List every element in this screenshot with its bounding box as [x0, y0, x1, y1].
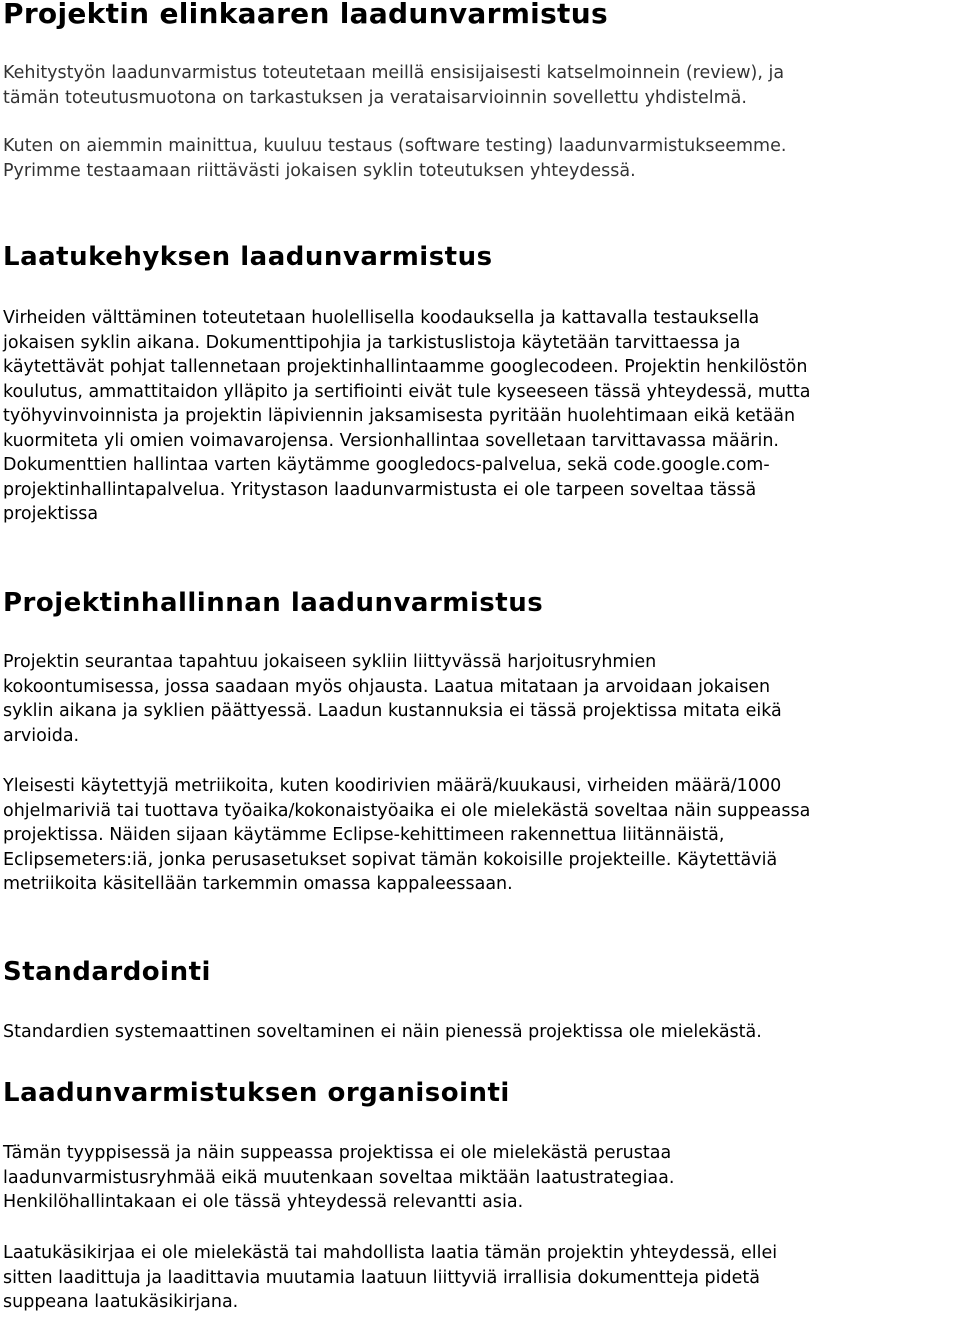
section-heading-organisointi: Laadunvarmistuksen organisointi	[3, 1078, 510, 1108]
text-line: projektinhallintapalvelua. Yritystason laadunvarmistusta ei ole tarpeen soveltaa tässä	[3, 479, 757, 500]
projektinhallinta-paragraph-2	[3, 774, 810, 897]
section-heading-projektinhallinta: Projektinhallinnan laadunvarmistus	[3, 588, 544, 618]
projektinhallinta-paragraph-1	[3, 650, 782, 748]
text-line: Dokumenttien hallintaa varten käytämme googledocs-palvelua, sekä code.google.com-	[3, 455, 770, 475]
text-line: kuormiteta yli omien voimavarojensa. Versionhallintaa sovelletaan tarvittavassa määrin.	[3, 430, 779, 451]
text-line: projektissa	[3, 504, 99, 524]
laatukehys-paragraph-1	[3, 306, 811, 527]
text-line: Henkilöhallintakaan ei ole tässä yhteydessä relevantti asia.	[3, 1192, 524, 1212]
text-line: laadunvarmistusryhmää eikä muutenkaan soveltaa miktään laatustrategiaa.	[3, 1167, 675, 1188]
text-line: arvioida.	[3, 725, 80, 746]
text-line: Tämän tyyppisessä ja näin suppeassa projektissa ei ole mielekästä perustaa	[3, 1143, 672, 1163]
text-line: metriikoita käsitellään tarkemmin omassa kappaleessaan.	[3, 874, 513, 894]
text-line: koulutus, ammattitaidon ylläpito ja sertifiointi eivät tule kyseeseen tässä yhteydessä, mutta	[3, 381, 811, 402]
text-line: Projektin seurantaa tapahtuu jokaiseen sykliin liittyvässä harjoitusryhmien	[3, 652, 657, 672]
text-line: Kuten on aiemmin mainittua, kuuluu testaus (software testing) laadunvarmistukseemme.	[3, 136, 787, 156]
section-heading-standardointi: Standardointi	[3, 957, 211, 987]
text-line: käytettävät pohjat tallennetaan projektinhallintaamme googlecodeen. Projektin henkilöstön	[3, 357, 808, 377]
text-line: sitten laadittuja ja laadittavia muutamia laatuun liittyviä irrallisia dokumentteja pidetä	[3, 1267, 760, 1288]
standardointi-paragraph-1	[3, 1020, 762, 1045]
text-line: Kehitystyön laadunvarmistus toteutetaan meillä ensisijaisesti katselmoinnein (review), ja	[3, 63, 785, 83]
section-heading-laatukehys: Laatukehyksen laadunvarmistus	[3, 242, 493, 272]
text-line: jokaisen syklin aikana. Dokumenttipohjia ja tarkistuslistoja käytetään tarvittaessa ja	[3, 332, 741, 353]
text-line: suppeana laatukäsikirjana.	[3, 1292, 239, 1312]
text-line: Eclipsemeters:iä, jonka perusasetukset sopivat tämän kokoisille projekteille. Käytettäviä	[3, 849, 778, 870]
text-line: kokoontumisessa, jossa saadaan myös ohjausta. Laatua mitataan ja arvoidaan jokaisen	[3, 676, 771, 697]
organisointi-paragraph-1	[3, 1141, 674, 1215]
text-line: projektissa. Näiden sijaan käytämme Eclipse-kehittimeen rakennettua liitännäistä,	[3, 825, 725, 845]
page-title: Projektin elinkaaren laadunvarmistus	[3, 0, 608, 30]
intro-paragraph-2	[3, 134, 786, 183]
text-line: Pyrimme testaamaan riittävästi jokaisen syklin toteutuksen yhteydessä.	[3, 160, 636, 181]
text-line: Laatukäsikirjaa ei ole mielekästä tai mahdollista laatia tämän projektin yhteydessä, ellei	[3, 1243, 778, 1263]
organisointi-paragraph-2	[3, 1241, 777, 1315]
text-line: ohjelmariviä tai tuottava työaika/kokonaistyöaika ei ole mielekästä soveltaa näin suppeassa	[3, 800, 811, 821]
text-line: työhyvinvoinnista ja projektin läpiviennin jaksamisesta pyritään huolehtimaan eikä ketään	[3, 406, 796, 426]
intro-paragraph-1	[3, 61, 784, 110]
text-line: Yleisesti käytettyjä metriikoita, kuten koodirivien määrä/kuukausi, virheiden määrä/1000	[3, 776, 782, 796]
text-line: syklin aikana ja syklien päättyessä. Laadun kustannuksia ei tässä projektissa mitata eikä	[3, 701, 782, 721]
text-line: tämän toteutusmuotona on tarkastuksen ja verataisarvioinnin sovellettu yhdistelmä.	[3, 87, 747, 108]
text-line: Virheiden välttäminen toteutetaan huolellisella koodauksella ja kattavalla testauksella	[3, 308, 760, 328]
text-line: Standardien systemaattinen soveltaminen ei näin pienessä projektissa ole mielekästä.	[3, 1022, 762, 1042]
